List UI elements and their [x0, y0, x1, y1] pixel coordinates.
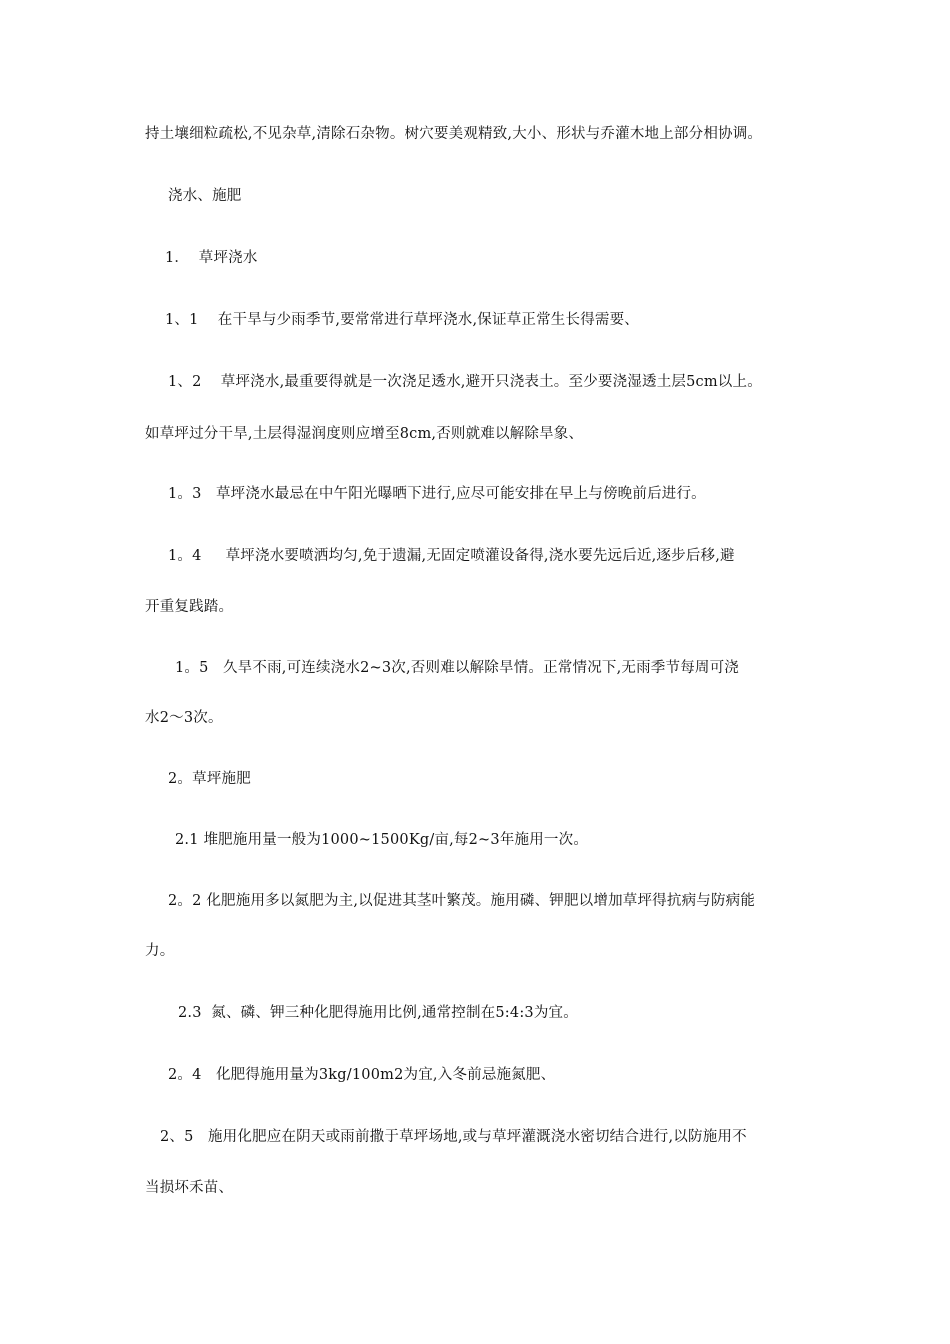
paragraph-1-2: 1、2 草坪浇水,最重要得就是一次浇足透水,避开只浇表土。至少要浇湿透土层5cm以上。	[168, 374, 762, 390]
section-heading-watering-fertilizing: 浇水、施肥	[168, 188, 242, 204]
subsection-heading-lawn-fertilizing: 2。草坪施肥	[168, 771, 251, 787]
paragraph-1-4-continuation: 开重复践踏。	[145, 599, 234, 615]
paragraph-1-4: 1。4 草坪浇水要喷洒均匀,免于遗漏,无固定喷灌设备得,浇水要先远后近,逐步后移,避	[168, 548, 735, 564]
paragraph-1-5-continuation: 水2～3次。	[145, 710, 223, 726]
paragraph-2-1: 2.1 堆肥施用量一般为1000~1500Kg/亩,每2~3年施用一次。	[175, 832, 589, 848]
paragraph-2-2: 2。2 化肥施用多以氮肥为主,以促进其茎叶繁茂。施用磷、钾肥以增加草坪得抗病与防病能	[168, 893, 756, 909]
paragraph-2-2-continuation: 力。	[145, 943, 175, 959]
subsection-heading-lawn-watering: 1． 草坪浇水	[165, 250, 258, 266]
paragraph-1-5: 1。5 久旱不雨,可连续浇水2~3次,否则难以解除旱情。正常情况下,无雨季节每周可浇	[175, 660, 740, 676]
text-line-continuation: 持土壤细粒疏松,不见杂草,清除石杂物。树穴要美观精致,大小、形状与乔灌木地上部分相协调。	[145, 126, 763, 142]
paragraph-2-4: 2。4 化肥得施用量为3kg/100m2为宜,入冬前忌施氮肥、	[168, 1067, 556, 1083]
paragraph-1-2-continuation: 如草坪过分干旱,土层得湿润度则应增至8cm,否则就难以解除旱象、	[145, 426, 584, 442]
paragraph-1-3: 1。3 草坪浇水最忌在中午阳光曝晒下进行,应尽可能安排在早上与傍晚前后进行。	[168, 486, 706, 502]
paragraph-2-5: 2、5 施用化肥应在阴天或雨前撒于草坪场地,或与草坪灌溉浇水密切结合进行,以防施用不	[160, 1129, 747, 1145]
paragraph-1-1: 1、1 在干旱与少雨季节,要常常进行草坪浇水,保证草正常生长得需要、	[165, 312, 640, 328]
paragraph-2-3: 2.3 氮、磷、钾三种化肥得施用比例,通常控制在5:4:3为宜。	[178, 1005, 578, 1021]
paragraph-2-5-continuation: 当损坏禾苗、	[145, 1180, 234, 1196]
